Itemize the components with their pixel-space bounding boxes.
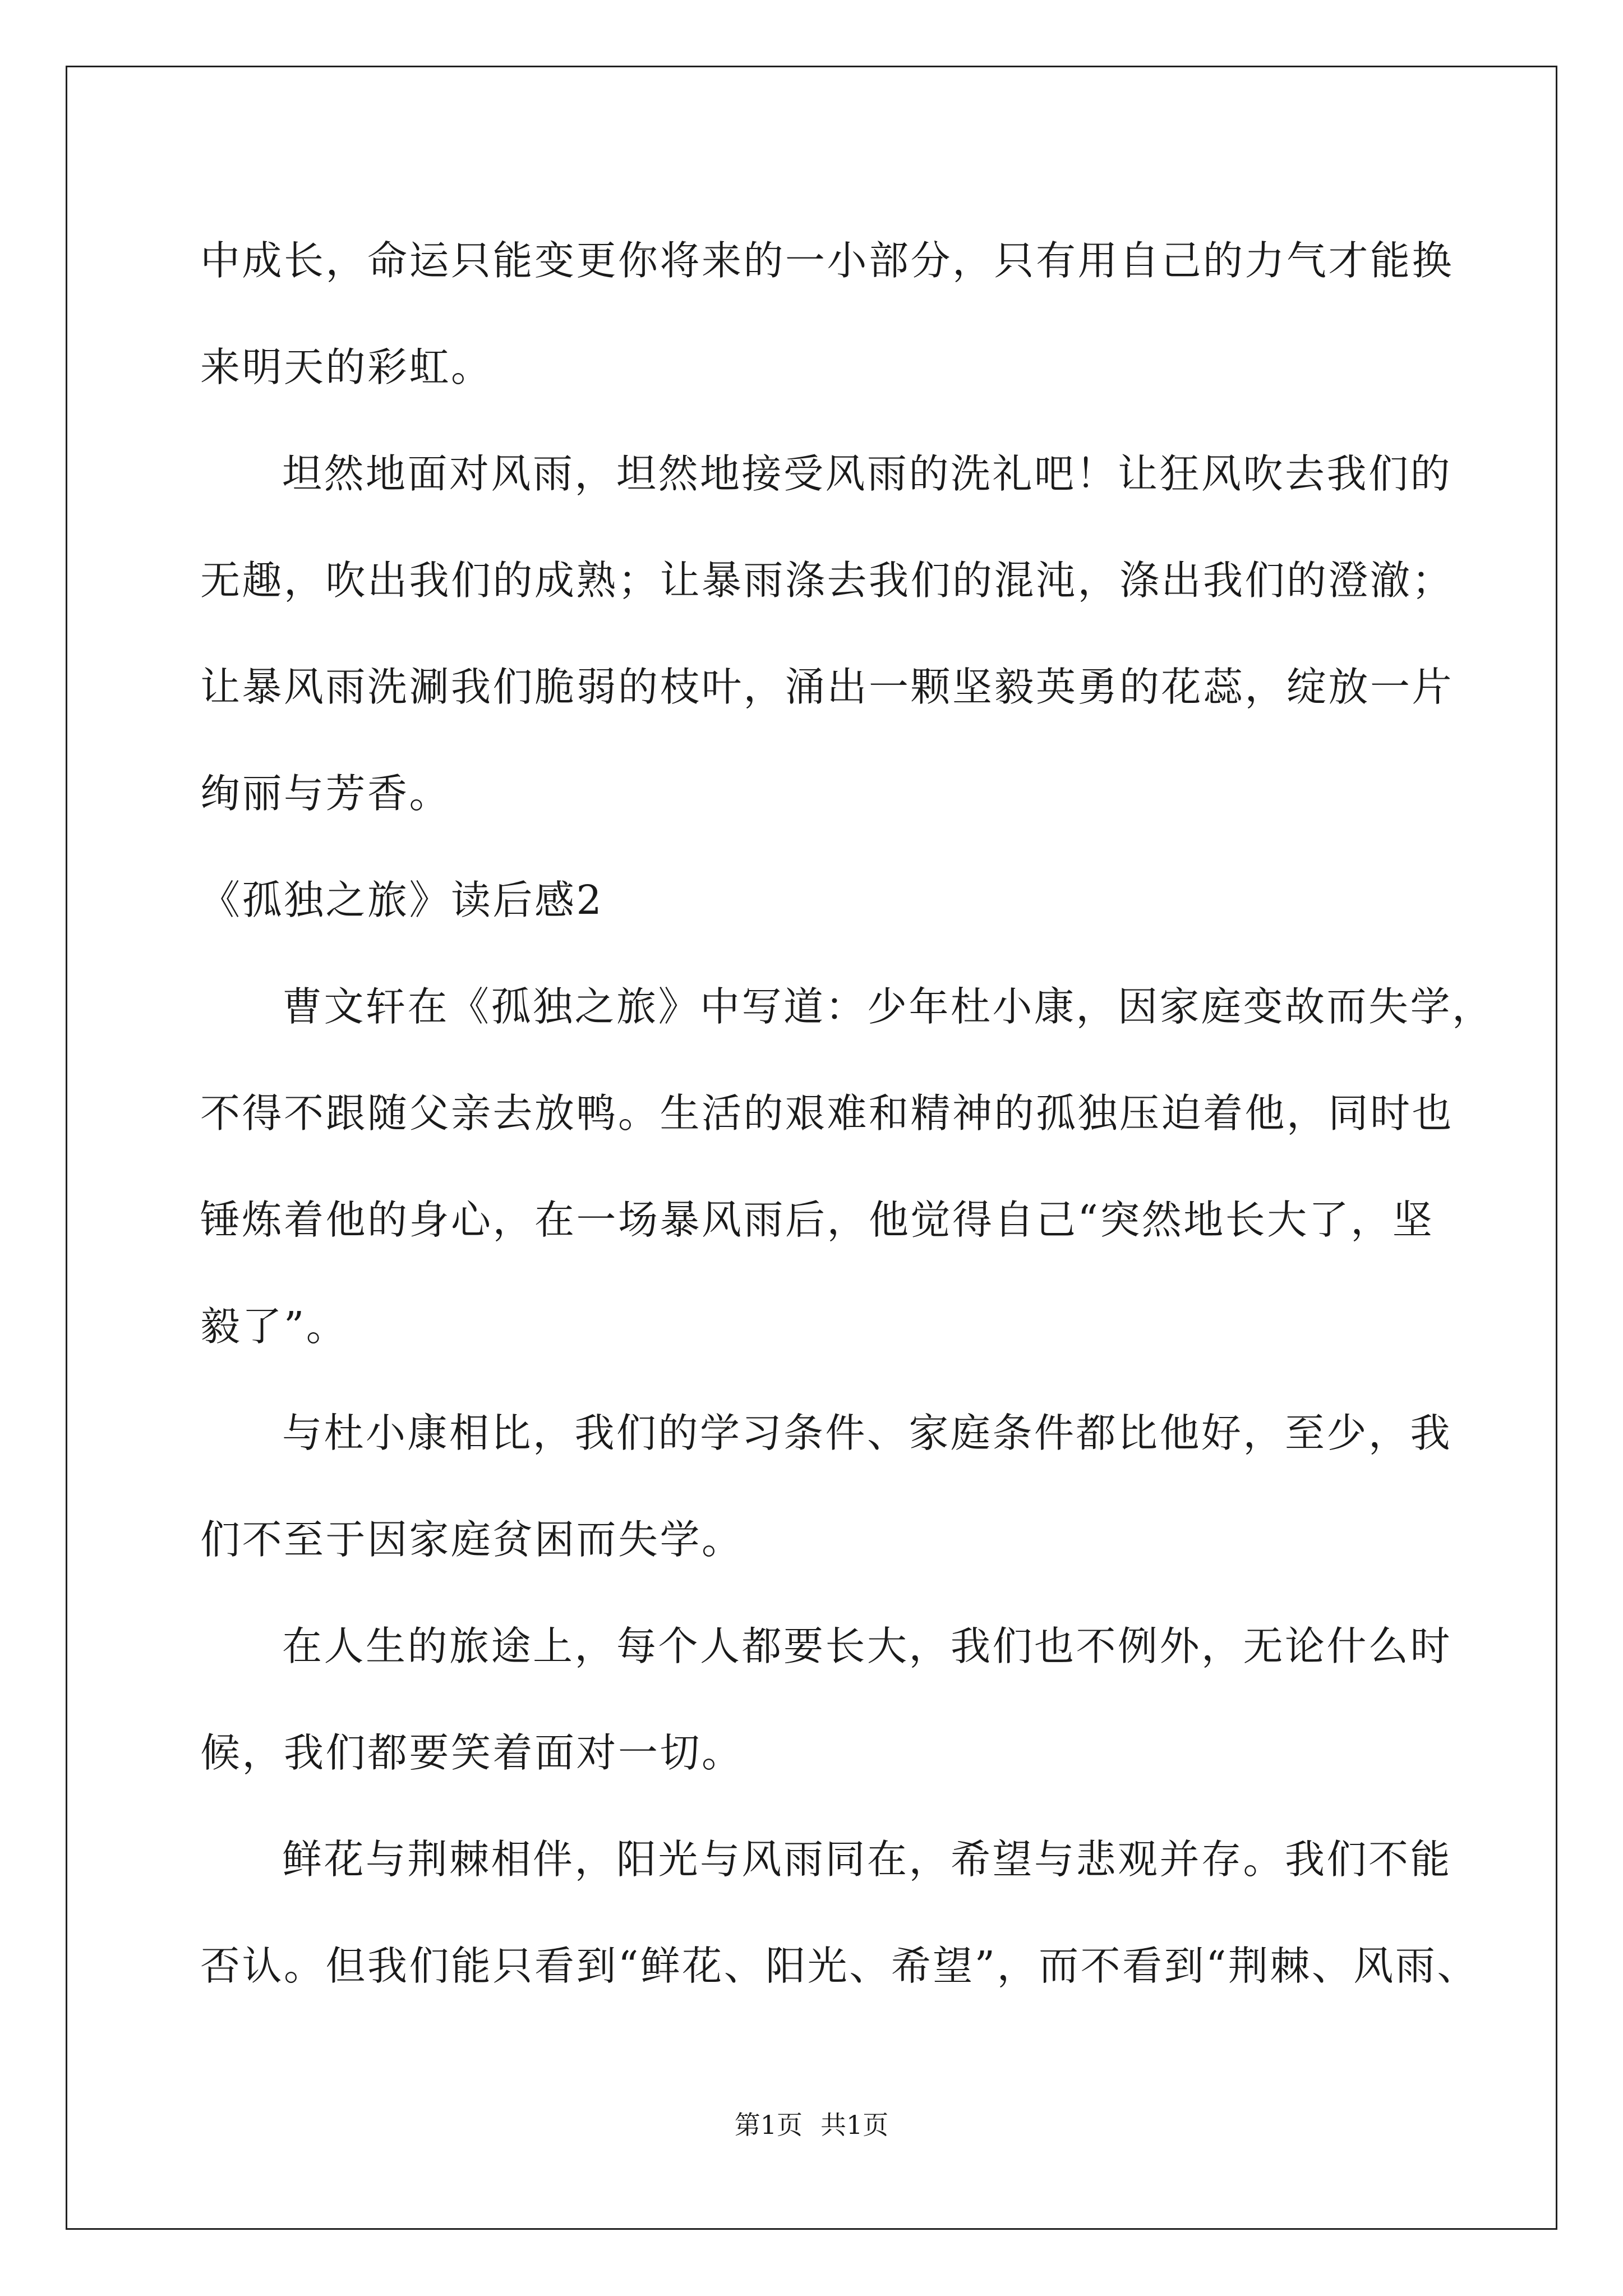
text-line-8: 曹文轩在《孤独之旅》中写道：少年杜小康，因家庭变故而失学，	[282, 983, 1494, 1030]
section-heading: 《孤独之旅》读后感2	[200, 877, 604, 923]
text-line-16: 鲜花与荆棘相伴，阳光与风雨同在，希望与悲观并存。我们不能	[282, 1836, 1453, 1883]
text-line-5: 让暴风雨洗涮我们脆弱的枝叶，涌出一颗坚毅英勇的花蕊，绽放一片	[200, 664, 1454, 710]
text-line-1: 中成长，命运只能变更你将来的一小部分，只有用自己的力气才能换	[200, 237, 1454, 284]
text-line-6: 绚丽与芳香。	[200, 770, 451, 817]
text-line-15: 候，我们都要笑着面对一切。	[200, 1729, 744, 1776]
text-line-10: 锤炼着他的身心，在一场暴风雨后，他觉得自己“突然地长大了，坚	[200, 1197, 1435, 1243]
text-line-4: 无趣，吹出我们的成熟；让暴雨涤去我们的混沌，涤出我们的澄澈；	[200, 557, 1454, 604]
page-footer	[0, 2108, 1623, 2142]
text-line-9: 不得不跟随父亲去放鸭。生活的艰难和精神的孤独压迫着他，同时也	[200, 1090, 1454, 1137]
page-number: 第1页	[734, 2110, 803, 2140]
text-line-3: 坦然地面对风雨，坦然地接受风雨的洗礼吧！让狂风吹去我们的	[282, 450, 1453, 497]
text-line-11: 毅了”。	[200, 1303, 348, 1350]
text-line-2: 来明天的彩虹。	[200, 344, 493, 390]
document-body	[200, 208, 1494, 2019]
page-total: 共1页	[820, 2110, 889, 2140]
text-line-13: 们不至于因家庭贫困而失学。	[200, 1516, 744, 1563]
text-line-17: 否认。但我们能只看到“鲜花、阳光、希望”，而不看到“荆棘、风雨、	[200, 1943, 1479, 1989]
text-line-12: 与杜小康相比，我们的学习条件、家庭条件都比他好，至少，我	[282, 1410, 1453, 1456]
text-line-14: 在人生的旅途上，每个人都要长大，我们也不例外，无论什么时	[282, 1623, 1453, 1669]
